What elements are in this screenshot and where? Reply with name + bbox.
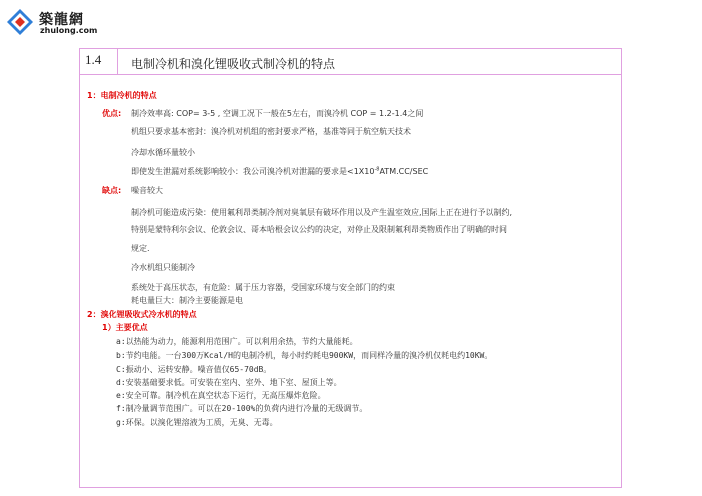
advantage-item	[116, 365, 271, 375]
cons-item: 噪音较大	[131, 186, 163, 195]
advantage-text: 环保。以溴化锂溶液为工质，无臭、无毒。	[125, 418, 278, 427]
advantage-item	[116, 391, 326, 401]
part1-heading: 1：电制冷机的特点	[87, 91, 157, 100]
advantage-label: a:	[116, 337, 126, 346]
cons-item: 冷水机组只能制冷	[131, 263, 195, 272]
pros-item: 机组只要求基本密封：溴冷机对机组的密封要求严格，基准等同于航空航天技术	[131, 127, 411, 136]
advantage-label: b:	[116, 351, 126, 360]
logo	[6, 6, 106, 38]
advantage-item	[116, 378, 342, 388]
cons-item: 规定.	[131, 244, 150, 253]
advantage-item	[116, 404, 367, 414]
section-number: 1.4	[85, 52, 102, 67]
cons-item: 特别是蒙特利尔会议、伦敦会议、哥本哈根会议公约的决定，对停止及限制氟利昂类物质作出了明确的时间	[131, 225, 507, 234]
advantage-text: 以热能为动力，能源利用范围广。可以利用余热，节约大量能耗。	[125, 337, 358, 346]
cons-item: 制冷机可能造成污染：使用氟利昂类制冷剂对臭氧层有破坏作用以及产生温室效应,国际上正在进行予以制约,	[131, 208, 513, 217]
cons-item: 耗电量巨大：制冷主要能源是电	[131, 296, 243, 305]
logo-site: zhulong.com	[40, 26, 98, 35]
advantage-text: 制冷量调节范围广。可以在20-100%的负荷内进行冷量的无级调节。	[125, 404, 368, 413]
advantage-label: d:	[116, 378, 126, 387]
section-title: 电制冷机和溴化锂吸收式制冷机的特点	[131, 57, 336, 71]
part2-heading: 2：溴化锂吸收式冷水机的特点	[87, 310, 197, 319]
advantage-item	[116, 337, 358, 347]
logo-name: 築龍網	[39, 12, 84, 28]
advantage-label: e:	[116, 391, 126, 400]
leak-requirement	[131, 167, 428, 177]
leak-text: 即使发生泄漏对系统影响较小：我公司溴冷机对泄漏的要求是<1X10	[131, 167, 375, 176]
advantage-label: C:	[116, 365, 126, 374]
leak-unit: ATM.CC/SEC	[379, 167, 429, 176]
advantage-text: 安装基础要求低。可安装在室内、室外、地下室、屋顶上等。	[125, 378, 342, 387]
leak-exponent: -8	[374, 166, 380, 173]
advantage-item	[116, 418, 278, 428]
number-divider	[117, 49, 118, 74]
cons-item: 系统处于高压状态，有危险：属于压力容器，受国家环境与安全部门的约束	[131, 283, 395, 292]
part2-subheading: 1）主要优点	[102, 323, 148, 332]
advantage-text: 安全可靠。制冷机在真空状态下运行，无高压爆炸危险。	[125, 391, 326, 400]
zhulong-logo-icon	[6, 8, 34, 36]
pros-label: 优点:	[102, 109, 122, 118]
pros-item: 冷却水循环量较小	[131, 148, 195, 157]
advantage-label: g:	[116, 418, 126, 427]
title-divider	[80, 74, 621, 75]
cons-label: 缺点:	[102, 186, 122, 195]
advantage-label: f:	[116, 404, 126, 413]
pros-item: 制冷效率高: COP= 3-5 , 空调工况下一般在5左右，而溴冷机 COP = 1.2-1.4之间	[131, 109, 424, 118]
advantage-text: 节约电能。一台300万Kcal/H的电制冷机，每小时约耗电900KW，而同样冷量的溴冷机仅耗电约10KW。	[125, 351, 493, 360]
advantage-item	[116, 351, 492, 361]
advantage-text: 振动小、运转安静。噪音值仅65-70dB。	[125, 365, 272, 374]
